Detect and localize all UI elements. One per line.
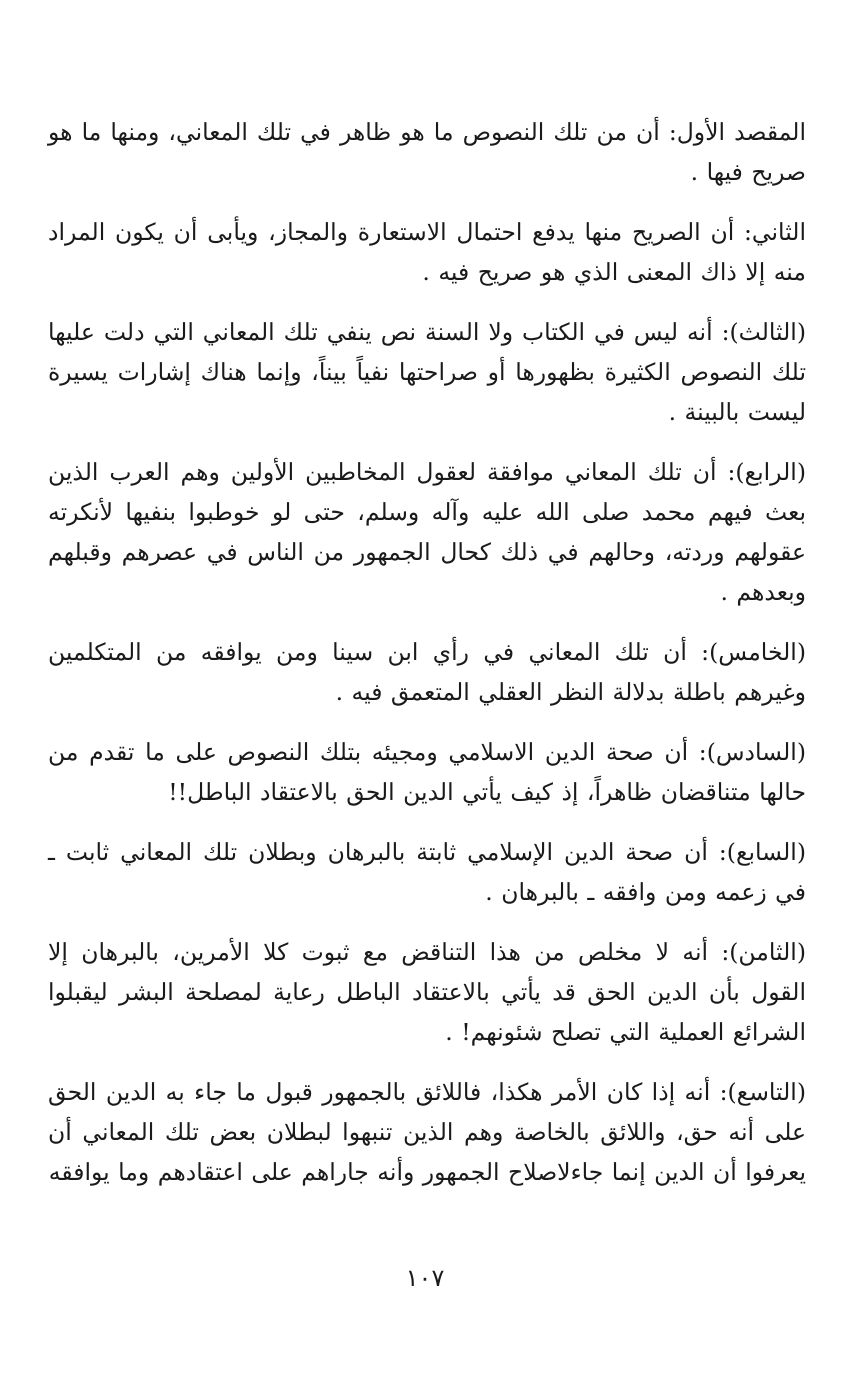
page-body	[48, 112, 806, 1212]
paragraph-8: (الثامن): أنه لا مخلص من هذا التناقض مع ثبوت كلا الأمرين، بالبرهان إلا القول بأن الدين الحق قد يأتي بالاعتقاد الباطل رعاية لمصلحة البشر ليقبلوا الشرائع العملية التي تصلح شئونهم! .	[48, 938, 806, 1046]
paragraph-7: (السابع): أن صحة الدين الإسلامي ثابتة بالبرهان وبطلان تلك المعاني ثابت ـ في زعمه ومن وافقه ـ بالبرهان .	[48, 838, 806, 906]
paragraph-5: (الخامس): أن تلك المعاني في رأي ابن سينا ومن يوافقه من المتكلمين وغيرهم باطلة بدلالة النظر العقلي المتعمق فيه .	[48, 638, 806, 706]
page-number: ١٠٧	[405, 1264, 445, 1292]
paragraph-9: (التاسع): أنه إذا كان الأمر هكذا، فاللائق بالجمهور قبول ما جاء به الدين الحق على أنه حق، واللائق بالخاصة وهم الذين تنبهوا لبطلان بعض تلك المعاني أن يعرفوا أن الدين إنما جاءلاصلاح الجمهور وأنه جاراهم على اعتقادهم وما يوافقه	[48, 1078, 806, 1186]
paragraph-2: الثاني: أن الصريح منها يدفع احتمال الاستعارة والمجاز، ويأبى أن يكون المراد منه إلا ذاك المعنى الذي هو صريح فيه .	[48, 218, 806, 286]
paragraph-4: (الرابع): أن تلك المعاني موافقة لعقول المخاطبين الأولين وهم العرب الذين بعث فيهم محمد صلى الله عليه وآله وسلم، حتى لو خوطبوا بنفيها لأنكرته عقولهم وردته، وحالهم في ذلك كحال الجمهور من الناس في عصرهم وقبلهم وبعدهم .	[48, 458, 806, 606]
paragraph-6: (السادس): أن صحة الدين الاسلامي ومجيئه بتلك النصوص على ما تقدم من حالها متناقضان ظاهراً، إذ كيف يأتي الدين الحق بالاعتقاد الباطل!!	[48, 738, 806, 806]
paragraph-1: المقصد الأول: أن من تلك النصوص ما هو ظاهر في تلك المعاني، ومنها ما هو صريح فيها .	[48, 118, 806, 186]
paragraph-3: (الثالث): أنه ليس في الكتاب ولا السنة نص ينفي تلك المعاني التي دلت عليها تلك النصوص الكثيرة بظهورها أو صراحتها نفياً بيناً، وإنما هناك إشارات يسيرة ليست بالبينة .	[48, 318, 806, 426]
